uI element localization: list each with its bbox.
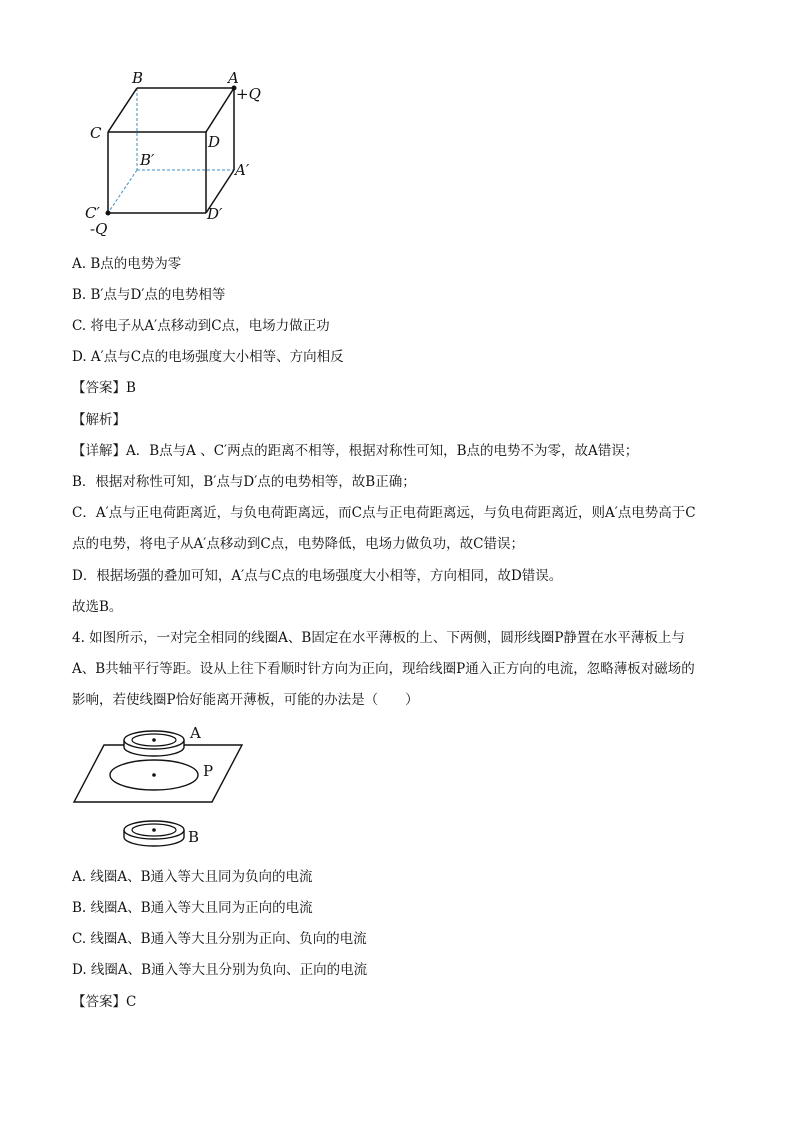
cube-edge bbox=[108, 88, 137, 132]
q3-analysis-heading: 【解析】 bbox=[72, 412, 126, 428]
negative-charge-point bbox=[106, 211, 111, 216]
q3-option-a: A. B点的电势为零 bbox=[72, 256, 182, 272]
q4-stem-line: 影响，若使线圈P恰好能离开薄板，可能的办法是（ ） bbox=[72, 692, 419, 708]
label-B: B bbox=[132, 69, 144, 87]
cube-hidden-edge bbox=[108, 170, 137, 213]
cube-figure bbox=[72, 66, 282, 236]
label-C-prime: C′ bbox=[85, 204, 100, 222]
q3-analysis-line: 点的电势，将电子从A′点移动到C点，电势降低，电场力做负功，故C错误； bbox=[72, 536, 524, 552]
label-coil-b: B bbox=[188, 828, 200, 846]
q3-conclusion: 故选B。 bbox=[72, 599, 123, 615]
label-D-prime: D′ bbox=[207, 205, 223, 223]
coil-a-center-dot bbox=[152, 738, 156, 742]
q4-option-b: B. 线圈A、B通入等大且同为正向的电流 bbox=[72, 900, 313, 916]
q4-option-a: A. 线圈A、B通入等大且同为负向的电流 bbox=[72, 869, 313, 885]
label-plus-Q: +Q bbox=[236, 85, 261, 103]
coil-p-center-dot bbox=[152, 773, 156, 777]
q3-answer: 【答案】B bbox=[72, 380, 136, 396]
q4-stem-line: 4. 如图所示，一对完全相同的线圈A、B固定在水平薄板的上、下两侧，圆形线圈P静置在水平薄板上与 bbox=[72, 630, 685, 646]
q4-option-d: D. 线圈A、B通入等大且分别为负向、正向的电流 bbox=[72, 962, 368, 978]
q4-stem-line: A、B共轴平行等距。设从上往下看顺时针方向为正向，现给线圈P通入正方向的电流，忽略薄板对磁场的 bbox=[72, 661, 695, 677]
cube-edge bbox=[206, 88, 234, 132]
q4-option-c: C. 线圈A、B通入等大且分别为正向、负向的电流 bbox=[72, 931, 367, 947]
label-C: C bbox=[90, 124, 102, 142]
label-D: D bbox=[208, 133, 221, 151]
coil-b-center-dot bbox=[152, 828, 156, 832]
q3-analysis-line: C．A′点与正电荷距离近，与负电荷距离远，而C点与正电荷距离远，与负电荷距离近，则A′点电势高于C bbox=[72, 505, 696, 521]
q3-analysis-line: B．根据对称性可知，B′点与D′点的电势相等，故B正确； bbox=[72, 474, 416, 490]
q3-option-b: B. B′点与D′点的电势相等 bbox=[72, 287, 226, 303]
q3-option-c: C. 将电子从A′点移动到C点，电场力做正功 bbox=[72, 318, 330, 334]
label-coil-p: P bbox=[203, 762, 214, 780]
q3-option-d: D. A′点与C点的电场强度大小相等、方向相反 bbox=[72, 349, 344, 365]
label-minus-Q: -Q bbox=[90, 220, 108, 236]
label-A-prime: A′ bbox=[235, 161, 250, 179]
coil-figure bbox=[72, 720, 272, 855]
q3-analysis-line: 【详解】A．B点与A 、C′两点的距离不相等，根据对称性可知，B点的电势不为零，故A错误； bbox=[72, 443, 639, 459]
label-B-prime: B′ bbox=[140, 151, 155, 169]
label-A: A bbox=[228, 69, 239, 87]
label-coil-a: A bbox=[190, 724, 201, 742]
q3-analysis-line: D．根据场强的叠加可知，A′点与C点的电场强度大小相等，方向相同，故D错误。 bbox=[72, 568, 563, 584]
q4-answer: 【答案】C bbox=[72, 994, 137, 1010]
